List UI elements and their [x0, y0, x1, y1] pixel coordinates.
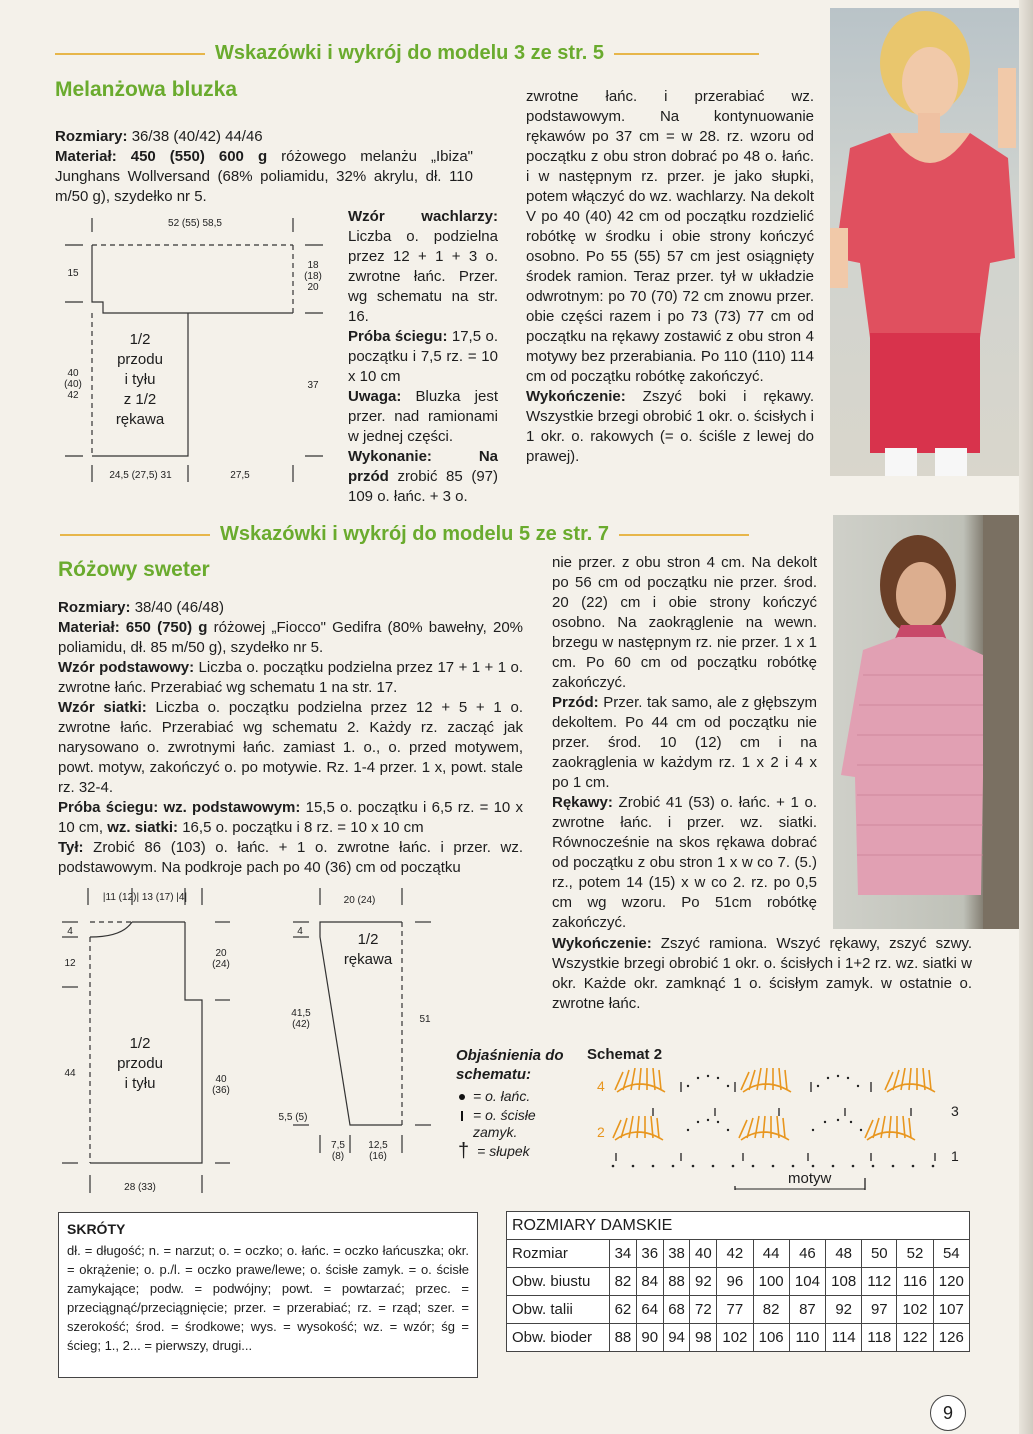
dim-bottom-a: 7,5 (8) [331, 1140, 345, 1162]
heading-rule-left [55, 53, 205, 55]
dim-right-b: 40 (36) [212, 1074, 230, 1096]
legend-item-double-crochet: = słupek [477, 1143, 530, 1159]
gauge-label2: wz. siatki: [107, 819, 179, 836]
material-text: różowego melanżu „Ibiza" Junghans Wollversand (68% poliamidu, 32% akrylu, dł. 110 m/50 g), szydełko nr 5. [55, 148, 473, 205]
front-label: Przód: [552, 694, 599, 711]
abbreviations-title: SKRÓTY [67, 1221, 126, 1237]
table-cell: 112 [862, 1268, 897, 1296]
table-cell: 88 [663, 1268, 690, 1296]
base-label: Wzór podstawowy: [58, 659, 195, 676]
row-label-4: 4 [597, 1078, 605, 1094]
table-cell: Obw. bioder [507, 1324, 610, 1352]
table-header-cell: 40 [690, 1240, 717, 1268]
section1-intro [55, 127, 473, 207]
material-text: różowej „Fiocco" Gedifra (80% bawełny, 20% poliamidu, dł. 85 m/50 g), szydełko nr 5. [58, 619, 524, 656]
table-header-cell: 48 [826, 1240, 862, 1268]
table-header-cell: 54 [933, 1240, 969, 1268]
section1-pattern-column [348, 207, 498, 507]
blouse-model-illustration [830, 8, 1019, 476]
table-cell: 90 [636, 1324, 663, 1352]
table-row [507, 1324, 970, 1352]
gauge-label: Próba ściegu: wz. podstawowym: [58, 799, 301, 816]
note-text: Bluzka jest przer. nad ramionami w jednej części. [348, 388, 498, 445]
dim-right-a: 20 (24) [212, 948, 230, 970]
table-cell: 94 [663, 1324, 690, 1352]
mesh-text: Liczba o. początku podzielna przez 12 + 5 + 1 o. zwrotne łańc. Przerabiać wg schematu 2. Każdy rz. zacząć jak narysowano o. zwrotnymi łańc. zamiast 1. o., o. przed motywem, powt. motyw, zakończyć o. po motywie. Rz. 1-4 przer. 1 x, powt. stale rz. 32-4. [58, 699, 523, 796]
dim-top: 20 (24) [343, 895, 376, 906]
table-cell: 102 [717, 1324, 753, 1352]
sizes-value: 36/38 (40/42) 44/46 [131, 128, 263, 145]
heading-rule-right [614, 53, 759, 55]
table-cell: 122 [897, 1324, 933, 1352]
dim-left-b: 41,5 (42) [291, 1008, 311, 1030]
table-cell: 64 [636, 1296, 663, 1324]
table-row [507, 1296, 970, 1324]
table-header-cell: 50 [862, 1240, 897, 1268]
dim-top: 52 (55) 58,5 [168, 218, 222, 229]
dim-bottom-left: 24,5 (27,5) 31 [109, 470, 172, 481]
section2-title: Różowy sweter [58, 558, 210, 581]
section2-heading-text: Wskazówki i wykrój do modelu 5 ze str. 7 [220, 523, 610, 545]
double-crochet-symbol-icon: † [458, 1140, 470, 1162]
abbreviations-box [58, 1212, 478, 1378]
table-header-cell: 46 [789, 1240, 825, 1268]
table-cell: 106 [753, 1324, 789, 1352]
material-qty: 650 (750) g [125, 619, 208, 636]
dim-top-widths: |11 (12)| 13 (17) |4| [102, 892, 188, 903]
dim-left-c: 5,5 (5) [278, 1112, 308, 1123]
front-text: Przer. tak samo, ale z głębszym dekoltem. Po 44 cm od początku nie przer. środ. 10 (12) cm i na zaokrąglenia w każdym rz. 1 x 2 i 4 x po 1 cm. [552, 694, 817, 791]
mesh-label: Wzór siatki: [58, 699, 147, 716]
table-cell: 84 [636, 1268, 663, 1296]
table-header-cell: 38 [663, 1240, 690, 1268]
table-row [507, 1240, 970, 1268]
table-cell: 107 [933, 1296, 969, 1324]
table-cell: 82 [610, 1268, 637, 1296]
exec-label2: Na przód [348, 448, 498, 485]
table-cell: 102 [897, 1296, 933, 1324]
size-table-title: ROZMIARY DAMSKIE [507, 1212, 970, 1240]
material-label: Materiał: [58, 619, 120, 636]
back-text: Zrobić 86 (103) o. łańc. + 1 o. zwrotne łańc. i przer. wz. podstawowym. Na podkroje pach po 40 (36) cm od początku [58, 839, 523, 876]
table-cell: 114 [826, 1324, 862, 1352]
table-cell: 120 [933, 1268, 969, 1296]
material-qty: 450 (550) 600 g [130, 148, 268, 165]
section2-heading [60, 523, 749, 546]
abbreviations-text: dł. = długość; n. = narzut; o. = oczko; o. łańc. = oczko łańcuszka; okr. = okrążenie; o. p./l. = oczko prawe/lewe; o. ścisłe zamyk. = o. ścisłe zamykające; podw. = podwójny; powt. = powtarzać; przec. = przeciągnąć/przeciągnięcie; przer. = przerabiać; rz. = rząd; szer. = szerokość; środ. = środkowe; wys. = wysokość; wz. = wzór; śg = ścieg; 1., 2... = pierwszy, drugi... [67, 1243, 469, 1353]
size-table [506, 1211, 970, 1352]
dim-right-bottom: 37 [307, 380, 319, 391]
page-edge [1019, 0, 1033, 1434]
single-crochet-symbol-icon [461, 1111, 463, 1121]
dim-left-c: 44 [64, 1068, 76, 1079]
back-label: Tył: [58, 839, 84, 856]
schemat-title: Schemat 2 [587, 1046, 663, 1063]
sizes-label: Rozmiary: [55, 128, 128, 145]
row-label-2: 2 [597, 1124, 605, 1140]
table-cell: 98 [690, 1324, 717, 1352]
table-cell: 88 [610, 1324, 637, 1352]
gauge-label: Próba ściegu: [348, 328, 448, 345]
table-cell: 126 [933, 1324, 969, 1352]
table-cell: 62 [610, 1296, 637, 1324]
dim-left-a: 4 [67, 926, 73, 937]
table-cell: 68 [663, 1296, 690, 1324]
diagram-label: 1/2 przodu i tyłu z 1/2 rękawa [115, 331, 165, 428]
sizes-value: 38/40 (46/48) [134, 599, 224, 616]
page-number: 9 [930, 1395, 966, 1431]
table-cell: 108 [826, 1268, 862, 1296]
section1-heading [55, 42, 759, 65]
table-cell: 116 [897, 1268, 933, 1296]
finish-text: Zszyć boki i rękawy. Wszystkie brzegi obrobić 1 okr. o. ścisłych i 1 okr. o. rakowych (= o. ściśle z lewej do prawej). [526, 388, 814, 465]
right-column-text: zwrotne łańc. i przerabiać wz. podstawowym. Na kontynuowanie rękawów po 37 cm = w 28. rz. wzoru od początku z obu stron dobrać po 48 o. łańc. i w następnym rz. przer. je jako słupki, potem włączyć do wz. wachlarzy. Na dekolt V po 40 (40) 42 cm od początku rozdzielić robótkę w środku i obie strony kończyć osobno. Po 55 (55) 57 cm jest osiągnięty środek ramion. Teraz przer. tył w układzie odwrotnym: po 70 (70) 72 cm znowu przer. obie części razem i po 73 (73) 77 cm od początku na rękawy zostawić z obu stron 4 motywy bez przerabiania. Po 110 (110) 114 cm od początku robótkę zakończyć. [526, 88, 814, 385]
gauge-text: 17,5 o. początku i 7,5 rz. = 10 x 10 cm [348, 328, 498, 385]
dim-bottom-b: 12,5 (16) [368, 1140, 388, 1162]
row-label-1: 1 [951, 1148, 959, 1164]
exec-label: Wykonanie: [348, 448, 432, 465]
section2-finish [552, 934, 972, 1014]
legend-title: Objaśnienia do schematu: [456, 1047, 564, 1083]
table-header-cell: 34 [610, 1240, 637, 1268]
table-header-cell: 52 [897, 1240, 933, 1268]
legend-list [456, 1088, 576, 1160]
note-label: Uwaga: [348, 388, 402, 405]
gauge-text1: 15,5 o. początku i 6,5 rz. = 10 x 10 cm, [58, 799, 523, 836]
sleeve-diagram-label: 1/2 rękawa [343, 931, 393, 968]
table-cell: 87 [789, 1296, 825, 1324]
table-cell: 72 [690, 1296, 717, 1324]
section1-right-column [526, 87, 814, 467]
section2-left-column [58, 598, 523, 878]
chain-symbol-icon [459, 1094, 465, 1100]
heading-rule-right [619, 534, 749, 536]
table-cell: 92 [826, 1296, 862, 1324]
section1-heading-text: Wskazówki i wykrój do modelu 3 ze str. 5 [215, 42, 605, 64]
dim-left-b: 12 [64, 958, 76, 969]
table-cell: Obw. talii [507, 1296, 610, 1324]
pattern-label: Wzór wachlarzy: [348, 208, 498, 225]
table-cell: 77 [717, 1296, 753, 1324]
sleeves-label: Rękawy: [552, 794, 613, 811]
table-header-cell: Rozmiar [507, 1240, 610, 1268]
legend-item-single-crochet: = o. ścisłe zamyk. [473, 1107, 536, 1140]
dim-left-top: 15 [67, 268, 79, 279]
dim-bottom: 28 (33) [124, 1182, 156, 1193]
table-cell: 104 [789, 1268, 825, 1296]
table-header-cell: 44 [753, 1240, 789, 1268]
dim-left-a: 4 [297, 926, 303, 937]
gauge-text2: 16,5 o. początku i 8 rz. = 10 x 10 cm [182, 819, 424, 836]
table-cell: 82 [753, 1296, 789, 1324]
table-cell: Obw. biustu [507, 1268, 610, 1296]
model-photo-sweater [833, 515, 1019, 929]
stitch-chart-schemat-2 [593, 1068, 968, 1190]
motif-label: motyw [784, 1170, 835, 1187]
table-header-cell: 42 [717, 1240, 753, 1268]
dim-right-top: 18 (18) 20 [304, 260, 322, 293]
finish-label: Wykończenie: [526, 388, 626, 405]
table-cell: 100 [753, 1268, 789, 1296]
table-cell: 118 [862, 1324, 897, 1352]
sweater-model-illustration [833, 515, 1019, 929]
section2-right-column-a [552, 553, 817, 933]
dim-bottom-right: 27,5 [230, 470, 250, 481]
row-label-3: 3 [951, 1103, 959, 1119]
diagram-label: 1/2 przodu i tyłu [117, 1035, 163, 1092]
pattern-diagram-sleeve [285, 885, 435, 1175]
section1-title: Melanżowa bluzka [55, 78, 238, 101]
base-text: Liczba o. początku podzielna przez 17 + 1 + 1 o. zwrotne łańc. Przerabiać wg schematu 1 na str. 17. [58, 659, 523, 696]
exec-text: zrobić 85 (97) 109 o. łańc. + 3 o. [348, 468, 498, 505]
finish-label: Wykończenie: [552, 935, 652, 952]
table-cell: 110 [789, 1324, 825, 1352]
model-photo-blouse [830, 8, 1019, 476]
table-cell: 92 [690, 1268, 717, 1296]
pattern-text: Liczba o. podzielna przez 12 + 1 + 3 o. zwrotne łańc. Przer. wg schematu na str. 16. [348, 228, 498, 325]
heading-rule-left [60, 534, 210, 536]
dim-left-bottom: 40 (40) 42 [64, 368, 82, 401]
legend-item-chain: = o. łańc. [473, 1088, 531, 1104]
table-cell: 97 [862, 1296, 897, 1324]
material-label: Materiał: [55, 148, 117, 165]
right-column-text: nie przer. z obu stron 4 cm. Na dekolt po 56 cm od początku nie przer. środ. 20 (22) cm i obie strony kończyć osobno. Na zaokrąglenie na wewn. brzegu w następnym rz. nie przer. 1 x 1 cm. Po 60 cm od początku robótkę zakończyć. [552, 554, 817, 691]
finish-text: Zszyć ramiona. Wszyć rękawy, zszyć szwy. Wszystkie brzegi obrobić 1 okr. o. ścisłych i 1+2 rz. wz. siatki w okr. Każde okr. zamknąć 1 o. ścisłym zamyk. w ostatnie o. zwrotne łańc. [552, 935, 972, 1012]
table-header-cell: 36 [636, 1240, 663, 1268]
table-row [507, 1268, 970, 1296]
dim-right: 51 [419, 1014, 431, 1025]
sleeves-text: Zrobić 41 (53) o. łańc. + 1 o. zwrotne łańc. i przer. wz. siatki. Równocześnie na skos rękawa dobrać od początku z obu stron 1 x w co 7. (5.) rz., potem 14 (15) x w co 2. rz. po 0,5 cm wg wzoru. Po 51cm robótkę zakończyć. [552, 794, 818, 931]
table-cell: 96 [717, 1268, 753, 1296]
sizes-label: Rozmiary: [58, 599, 131, 616]
